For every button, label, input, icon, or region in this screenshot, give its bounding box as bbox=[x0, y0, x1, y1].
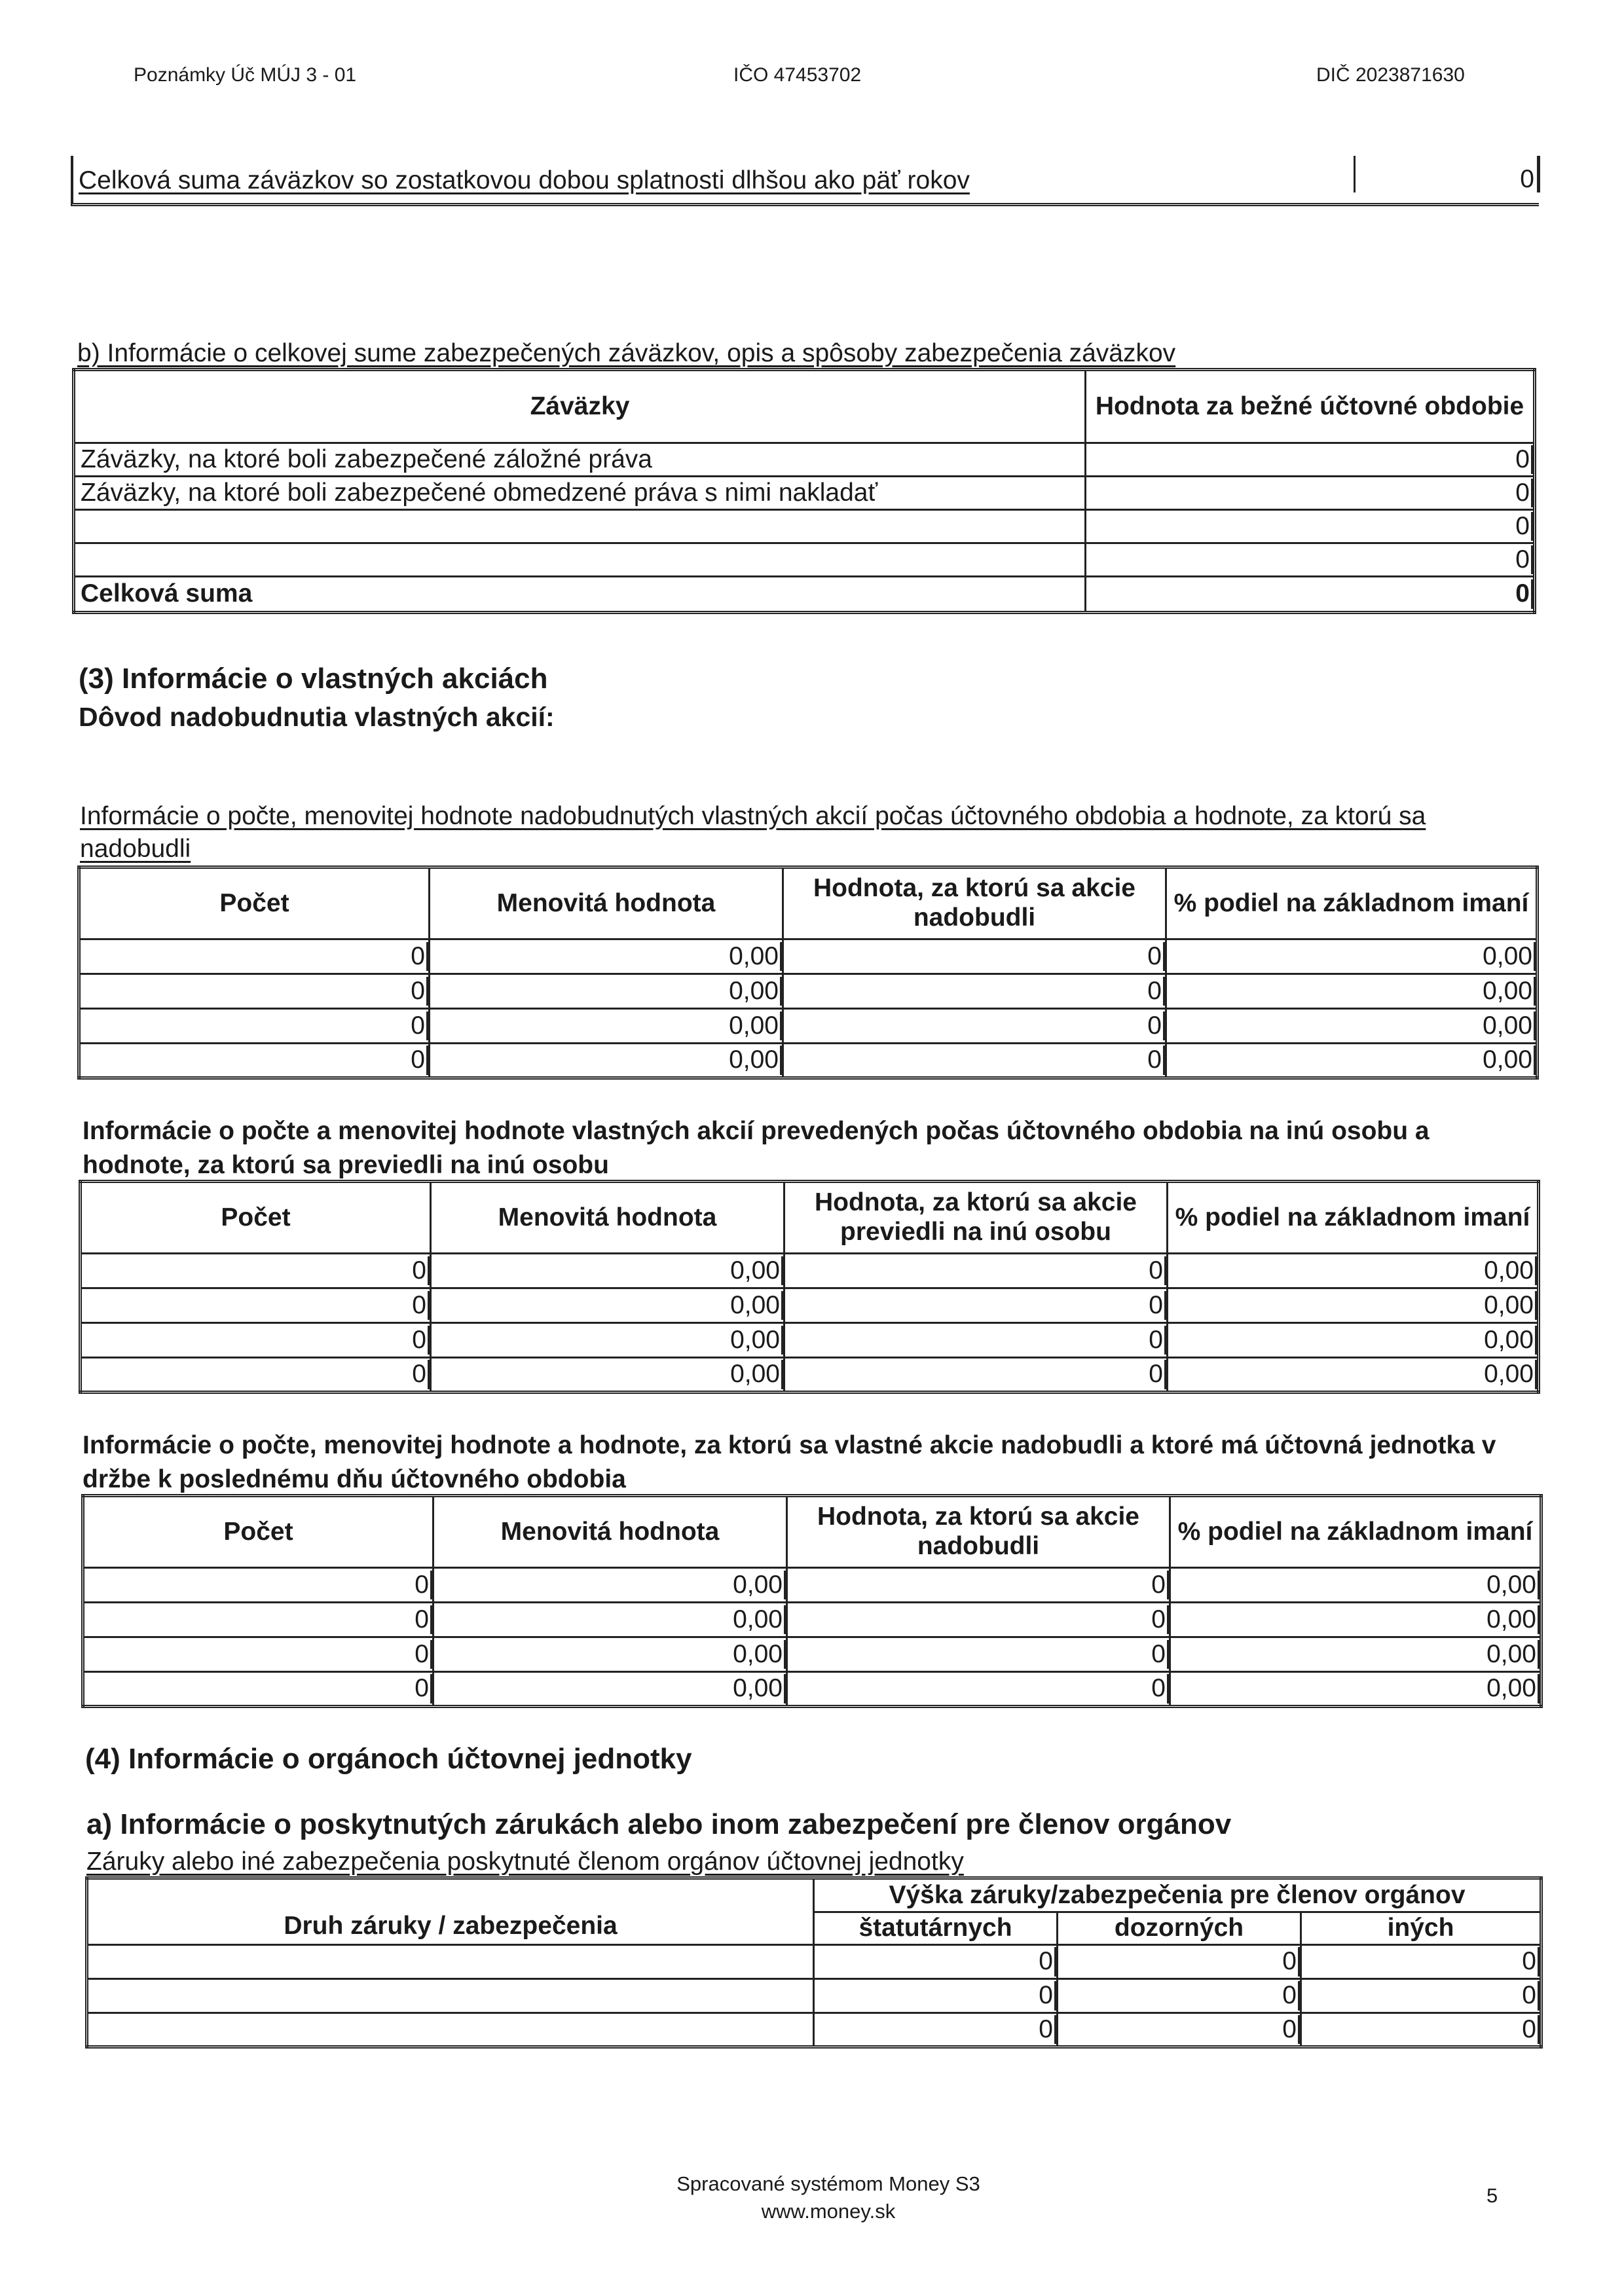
col-count: Počet bbox=[79, 867, 430, 939]
guarantees-caption: Záruky alebo iné zabezpečenia poskytnuté členom orgánov účtovnej jednotky bbox=[86, 1848, 964, 1876]
table-cell: 0 bbox=[787, 1568, 1170, 1603]
long-term-value: 0 bbox=[1520, 165, 1534, 193]
secured-total-label: Celková suma bbox=[74, 577, 1086, 613]
table-cell: 0 bbox=[79, 1044, 430, 1078]
table-cell: 0 bbox=[783, 939, 1166, 974]
header-left: Poznámky Úč MÚJ 3 - 01 bbox=[134, 64, 357, 86]
header-ico: IČO 47453702 bbox=[733, 64, 862, 86]
col-share-percent: % podiel na základnom imaní bbox=[1166, 867, 1538, 939]
long-term-liabilities-row bbox=[71, 156, 1539, 206]
table-cell: 0,00 bbox=[1166, 939, 1538, 974]
held-shares-table bbox=[81, 1494, 1543, 1708]
col-count: Počet bbox=[81, 1182, 431, 1254]
table-cell: 0 bbox=[81, 1358, 431, 1393]
table-cell: 0 bbox=[79, 974, 430, 1009]
table-cell: 0 bbox=[1301, 1945, 1541, 1979]
table-cell: 0,00 bbox=[430, 1009, 783, 1044]
col-nominal: Menovitá hodnota bbox=[430, 867, 783, 939]
page-number: 5 bbox=[1486, 2184, 1498, 2207]
secured-liabilities-table bbox=[72, 368, 1536, 614]
col-share-percent: % podiel na základnom imaní bbox=[1168, 1182, 1539, 1254]
table-cell: 0,00 bbox=[434, 1568, 787, 1603]
table-cell: 0 bbox=[1301, 2013, 1541, 2047]
table-cell: 0 bbox=[783, 974, 1166, 1009]
col-acquired-value: Hodnota, za ktorú sa akcie nadobudli bbox=[783, 867, 1166, 939]
secured-row-value: 0 bbox=[1515, 479, 1533, 508]
table-cell: 0,00 bbox=[431, 1323, 784, 1358]
table-cell: 0 bbox=[1301, 1979, 1541, 2013]
long-term-label: Celková suma záväzkov so zostatkovou dobou splatnosti dlhšou ako päť rokov bbox=[79, 166, 970, 194]
guarantees-table bbox=[85, 1876, 1543, 2049]
table-cell: 0 bbox=[784, 1323, 1168, 1358]
col-transferred-value: Hodnota, za ktorú sa akcie previedli na inú osobu bbox=[784, 1182, 1168, 1254]
transferred-caption: Informácie o počte a menovitej hodnote vlastných akcií prevedených počas účtovného obdobia na inú osobu a hodnote, za ktorú sa previedli na inú osobu bbox=[83, 1117, 1430, 1179]
guarantee-type-cell bbox=[87, 2013, 814, 2047]
table-cell: 0 bbox=[787, 1672, 1170, 1707]
table-cell: 0,00 bbox=[1168, 1358, 1539, 1393]
secured-row-value: 0 bbox=[1515, 512, 1533, 541]
section4-title: (4) Informácie o orgánoch účtovnej jednotky bbox=[85, 1743, 692, 1775]
table-cell: 0 bbox=[783, 1044, 1166, 1078]
col-share-percent: % podiel na základnom imaní bbox=[1170, 1496, 1541, 1568]
footer-url: www.money.sk bbox=[761, 2200, 896, 2223]
col-guarantee-type: Druh záruky / zabezpečenia bbox=[87, 1878, 814, 1945]
table-cell: 0 bbox=[1058, 1945, 1301, 1979]
table-cell: 0 bbox=[814, 1979, 1058, 2013]
secured-row-value: 0 bbox=[1515, 545, 1533, 575]
col-statutory: štatutárnych bbox=[814, 1912, 1058, 1945]
table-cell: 0,00 bbox=[434, 1637, 787, 1672]
secured-total-value: 0 bbox=[1515, 579, 1533, 609]
col-nominal: Menovitá hodnota bbox=[431, 1182, 784, 1254]
table-cell: 0,00 bbox=[1170, 1672, 1541, 1707]
table-cell: 0,00 bbox=[1170, 1568, 1541, 1603]
col-liabilities: Záväzky bbox=[74, 370, 1086, 443]
table-cell: 0 bbox=[83, 1603, 434, 1637]
table-cell: 0 bbox=[814, 1945, 1058, 1979]
table-cell: 0 bbox=[783, 1009, 1166, 1044]
secured-caption: b) Informácie o celkovej sume zabezpečených záväzkov, opis a spôsoby zabezpečenia záväzkov bbox=[77, 339, 1176, 367]
section3-subtitle: Dôvod nadobudnutia vlastných akcií: bbox=[79, 702, 555, 732]
col-supervisory: dozorných bbox=[1058, 1912, 1301, 1945]
section4a-title: a) Informácie o poskytnutých zárukách alebo inom zabezpečení pre členov orgánov bbox=[86, 1808, 1232, 1840]
table-cell: 0,00 bbox=[431, 1358, 784, 1393]
table-cell: 0,00 bbox=[1166, 1044, 1538, 1078]
table-cell: 0,00 bbox=[1168, 1254, 1539, 1288]
table-cell: 0,00 bbox=[430, 974, 783, 1009]
table-cell: 0 bbox=[81, 1323, 431, 1358]
table-cell: 0 bbox=[81, 1254, 431, 1288]
acquired-caption: Informácie o počte, menovitej hodnote nadobudnutých vlastných akcií počas účtovného obdobia a hodnote, za ktorú sa nadobudli bbox=[80, 802, 1426, 863]
table-cell: 0,00 bbox=[431, 1288, 784, 1323]
col-count: Počet bbox=[83, 1496, 434, 1568]
col-nominal: Menovitá hodnota bbox=[434, 1496, 787, 1568]
transferred-shares-table bbox=[79, 1180, 1540, 1394]
table-cell: 0 bbox=[787, 1603, 1170, 1637]
section3-title: (3) Informácie o vlastných akciách bbox=[79, 663, 548, 695]
guarantee-type-cell bbox=[87, 1979, 814, 2013]
table-cell: 0 bbox=[784, 1288, 1168, 1323]
table-cell: 0,00 bbox=[434, 1603, 787, 1637]
table-cell: 0 bbox=[814, 2013, 1058, 2047]
secured-row-label: Záväzky, na ktoré boli zabezpečené obmedzené práva s nimi nakladať bbox=[74, 477, 1086, 510]
table-cell: 0,00 bbox=[1168, 1323, 1539, 1358]
table-cell: 0,00 bbox=[1170, 1603, 1541, 1637]
table-cell: 0,00 bbox=[434, 1672, 787, 1707]
group-header-amount: Výška záruky/zabezpečenia pre členov orgánov bbox=[814, 1878, 1541, 1912]
table-cell: 0 bbox=[784, 1254, 1168, 1288]
table-cell: 0,00 bbox=[430, 1044, 783, 1078]
table-cell: 0 bbox=[83, 1672, 434, 1707]
col-acquired-value: Hodnota, za ktorú sa akcie nadobudli bbox=[787, 1496, 1170, 1568]
secured-row-value: 0 bbox=[1515, 445, 1533, 475]
acquired-shares-table bbox=[77, 866, 1539, 1080]
header-dic: DIČ 2023871630 bbox=[1316, 64, 1465, 86]
table-cell: 0,00 bbox=[1170, 1637, 1541, 1672]
table-cell: 0 bbox=[83, 1637, 434, 1672]
table-cell: 0 bbox=[1058, 2013, 1301, 2047]
table-cell: 0 bbox=[81, 1288, 431, 1323]
secured-row-label bbox=[74, 543, 1086, 577]
footer-software: Spracované systémom Money S3 bbox=[676, 2172, 980, 2195]
table-cell: 0,00 bbox=[1166, 1009, 1538, 1044]
col-other: iných bbox=[1301, 1912, 1541, 1945]
table-cell: 0 bbox=[784, 1358, 1168, 1393]
table-cell: 0 bbox=[79, 939, 430, 974]
secured-row-label bbox=[74, 510, 1086, 543]
held-caption: Informácie o počte, menovitej hodnote a hodnote, za ktorú sa vlastné akcie nadobudli a ktoré má účtovná jednotka v držbe k poslednému dňu účtovného obdobia bbox=[83, 1431, 1496, 1493]
guarantee-type-cell bbox=[87, 1945, 814, 1979]
secured-row-label: Záväzky, na ktoré boli zabezpečené záložné práva bbox=[74, 443, 1086, 477]
table-cell: 0,00 bbox=[431, 1254, 784, 1288]
table-cell: 0 bbox=[83, 1568, 434, 1603]
table-cell: 0,00 bbox=[1166, 974, 1538, 1009]
table-cell: 0 bbox=[79, 1009, 430, 1044]
table-cell: 0 bbox=[1058, 1979, 1301, 2013]
table-cell: 0,00 bbox=[1168, 1288, 1539, 1323]
col-current-period: Hodnota za bežné účtovné obdobie bbox=[1086, 370, 1535, 443]
table-cell: 0,00 bbox=[430, 939, 783, 974]
table-cell: 0 bbox=[787, 1637, 1170, 1672]
